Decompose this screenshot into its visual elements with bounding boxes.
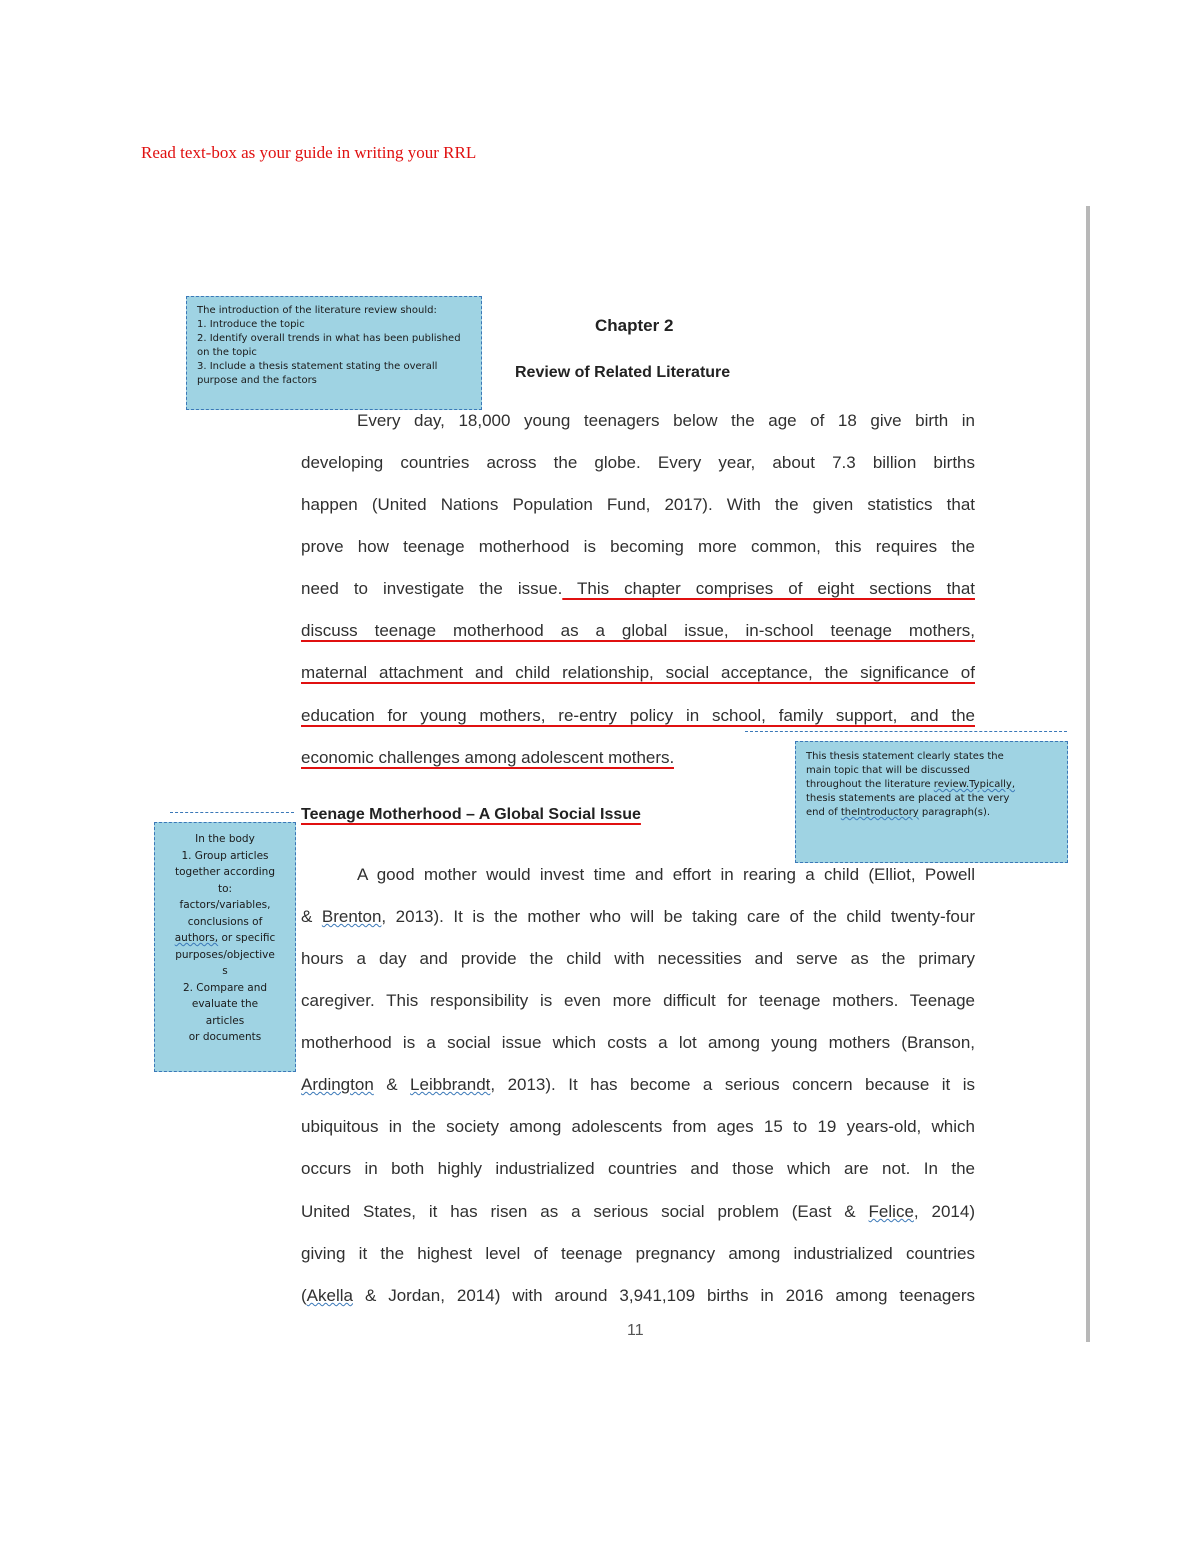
thesis-guide-line: main topic that will be discussed — [806, 765, 970, 776]
body-guide-line: conclusions of — [187, 915, 263, 928]
thesis-statement-line — [301, 747, 674, 769]
paragraph-line: A good mother would invest time and effort in rearing a child (Elliot, Powell — [357, 865, 975, 884]
paragraph-line: prove how teenage motherhood is becoming more common, this requires the — [301, 537, 975, 556]
paragraph-line: hours a day and provide the child with necessities and serve as the primary — [301, 949, 975, 968]
paragraph-line: developing countries across the globe. Every year, about 7.3 billion births — [301, 453, 975, 472]
body-guide-textbox[interactable] — [154, 822, 296, 1072]
spellcheck-flagged-word: theIntroductory — [840, 807, 919, 818]
body-guide-line: together according — [175, 866, 275, 878]
paragraph-line — [301, 906, 975, 928]
intro-guide-line: 1. Introduce the topic — [197, 319, 305, 330]
page-number: 11 — [627, 1322, 644, 1339]
intro-guide-line: The introduction of the literature review should: — [197, 305, 437, 316]
paragraph-line — [301, 1285, 975, 1307]
body-guide-line: In the body — [195, 833, 255, 845]
body-guide-line: 2. Compare and — [182, 981, 268, 994]
intro-guide-line: 2. Identify overall trends in what has been published — [197, 333, 461, 344]
thesis-statement-text: economic challenges among adolescent mothers. — [301, 748, 675, 767]
paragraph-line: happen (United Nations Population Fund, 2017). With the given statistics that — [301, 495, 975, 514]
thesis-guide-line — [806, 778, 1057, 792]
body-guide-line — [161, 930, 289, 947]
paragraph-line — [301, 578, 975, 600]
thesis-statement-line: discuss teenage motherhood as a global issue, in-school teenage mothers, — [301, 621, 975, 640]
thesis-statement-line: maternal attachment and child relationship, social acceptance, the significance of — [301, 663, 975, 682]
paragraph-line: occurs in both highly industrialized countries and those which are not. In the — [301, 1159, 975, 1178]
thesis-guide-line: thesis statements are placed at the very — [806, 793, 1010, 804]
chapter-label: Chapter 2 — [595, 316, 674, 335]
body-guide-line: purposes/objective — [175, 948, 275, 961]
paragraph-line: caregiver. This responsibility is even more difficult for teenage mothers. Teenage — [301, 991, 975, 1010]
intro-guide-line: purpose and the factors — [197, 375, 317, 386]
body-guide-text: or specific — [218, 932, 276, 944]
body-guide-line: factors/variables, — [179, 899, 271, 911]
paragraph-text: & — [301, 907, 322, 926]
body-guide-line: 1. Group articles — [181, 849, 269, 862]
thesis-guide-text: paragraph(s). — [918, 807, 991, 818]
paragraph-text: United States, it has risen as a serious social problem (East & — [301, 1202, 869, 1221]
spellcheck-flagged-word: Leibbrandt — [410, 1075, 491, 1094]
spellcheck-flagged-word: Brenton — [321, 907, 382, 926]
spellcheck-flagged-word: Felice — [868, 1202, 914, 1221]
thesis-guide-text: throughout the literature — [806, 779, 934, 790]
paragraph-text: , 2013). It has become a serious concern because it is — [490, 1075, 975, 1094]
thesis-guide-line: This thesis statement clearly states the — [806, 751, 1004, 762]
spellcheck-flagged-word: review.Typically, — [933, 779, 1016, 790]
paragraph-text: ( — [301, 1286, 307, 1305]
thesis-callout-connector — [745, 731, 1067, 732]
paragraph-text: & — [373, 1075, 411, 1094]
paragraph-line: ubiquitous in the society among adolescents from ages 15 to 19 years-old, which — [301, 1117, 975, 1136]
paragraph-text: need to investigate the issue. — [301, 579, 563, 598]
spellcheck-flagged-word: authors, — [174, 932, 219, 944]
paragraph-text: , 2013). It is the mother who will be taking care of the child twenty-four — [381, 907, 975, 926]
section-heading: Teenage Motherhood – A Global Social Issue — [301, 806, 641, 823]
body-guide-line: or documents — [188, 1031, 262, 1043]
body-guide-line: evaluate the — [191, 998, 259, 1010]
body-guide-line: to: — [217, 882, 233, 895]
spellcheck-flagged-word: Akella — [306, 1286, 353, 1305]
paragraph-line: motherhood is a social issue which costs a lot among young mothers (Branson, — [301, 1033, 975, 1052]
thesis-statement-line: education for young mothers, re-entry policy in school, family support, and the — [301, 706, 975, 725]
intro-guide-textbox[interactable] — [186, 296, 482, 410]
guide-note: Read text-box as your guide in writing your RRL — [141, 143, 477, 162]
paragraph-text: & Jordan, 2014) with around 3,941,109 births in 2016 among teenagers — [352, 1286, 975, 1305]
thesis-guide-line — [806, 806, 1057, 820]
paragraph-line: Every day, 18,000 young teenagers below the age of 18 give birth in — [357, 411, 975, 430]
body-callout-connector — [170, 812, 294, 813]
thesis-statement-text: This chapter comprises of eight sections that — [562, 579, 975, 598]
page-edge-scrollbar — [1086, 206, 1090, 1342]
paragraph-text: , 2014) — [913, 1202, 975, 1221]
chapter-title: Review of Related Literature — [515, 364, 731, 381]
intro-guide-line: 3. Include a thesis statement stating the overall — [197, 361, 438, 372]
body-guide-line: articles — [205, 1014, 245, 1027]
paragraph-line: giving it the highest level of teenage pregnancy among industrialized countries — [301, 1244, 975, 1263]
paragraph-line — [301, 1074, 975, 1096]
body-guide-line: s — [222, 965, 228, 977]
thesis-guide-textbox[interactable] — [795, 741, 1068, 863]
intro-guide-line: on the topic — [197, 347, 257, 358]
paragraph-line — [301, 1201, 975, 1223]
spellcheck-flagged-word: Ardington — [301, 1075, 374, 1094]
thesis-guide-text: end of — [806, 807, 841, 818]
